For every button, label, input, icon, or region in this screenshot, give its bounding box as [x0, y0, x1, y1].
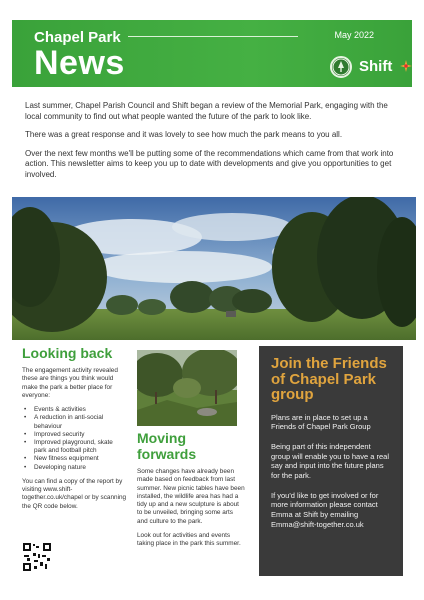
list-item: • Developing nature — [22, 464, 127, 472]
looking-back-section — [22, 345, 127, 511]
friends-group-paragraph-2: Being part of this independent group will enable you to have a real say and input into the future plans for the park. — [271, 441, 389, 481]
moving-forwards-heading: Moving forwards — [137, 430, 197, 462]
qr-code-icon[interactable] — [22, 542, 52, 572]
list-item: • New fitness equipment — [22, 455, 127, 463]
banner-divider — [128, 36, 298, 37]
banner-title: Chapel Park — [34, 29, 121, 46]
council-seal-icon — [330, 56, 352, 78]
moving-forwards-paragraph-1: Some changes have already been made based on feedback from last summer. New picnic tables have been installed, the wildlife area has had a tidy up and a new sculpture is about to be unveiled, bringing some arts and culture to the park. — [137, 468, 245, 525]
wildlife-area-photo — [137, 350, 237, 426]
intro-paragraph-2: There was a great response and it was lovely to see how much the park means to you all. — [25, 130, 343, 139]
looking-back-heading: Looking back — [22, 345, 113, 361]
report-link-text: You can find a copy of the report by visiting www.shift-together.co.uk/chapel or by scanning the QR code below. — [22, 477, 127, 510]
friends-group-contact: If you'd like to get involved or for more information please contact Emma at Shift by emailing Emma@shift-together.co.uk — [271, 490, 379, 529]
header-banner — [12, 20, 412, 87]
shift-spark-icon — [400, 60, 412, 72]
moving-forwards-paragraph-2: Look out for activities and events taking place in the park this summer. — [137, 532, 241, 548]
list-item: • Improved playground, skate park and football pitch — [22, 439, 127, 455]
looking-back-lead: The engagement activity revealed these are things you think would make the park a better place for everyone: — [22, 367, 118, 399]
intro-text — [25, 101, 405, 188]
banner-news-heading: News — [34, 44, 125, 82]
moving-forwards-section — [137, 430, 245, 549]
intro-paragraph-3: Over the next few months we'll be putting some of the recommendations which came from that work into action. This newsletter aims to keep you up to date with developments and give you opportunities to get involved. — [25, 148, 394, 179]
friends-group-paragraph-1: Plans are in place to set up a Friends of Chapel Park Group — [271, 412, 371, 432]
intro-paragraph-1: Last summer, Chapel Parish Council and Shift began a review of the Memorial Park, engaging with the local community to find out what people wanted the future of the park to look like. — [25, 101, 388, 121]
friends-group-callout — [259, 346, 403, 576]
feedback-list — [22, 406, 127, 472]
list-item: • Events & activities — [22, 406, 127, 414]
friends-group-title: Join the Friends of Chapel Park group — [271, 355, 387, 403]
issue-date: May 2022 — [334, 30, 374, 40]
shift-logo-icon: Shift — [359, 58, 393, 75]
park-photo — [12, 197, 416, 340]
list-item: • A reduction in anti-social behaviour — [22, 414, 127, 430]
list-item: • Improved security — [22, 431, 127, 439]
